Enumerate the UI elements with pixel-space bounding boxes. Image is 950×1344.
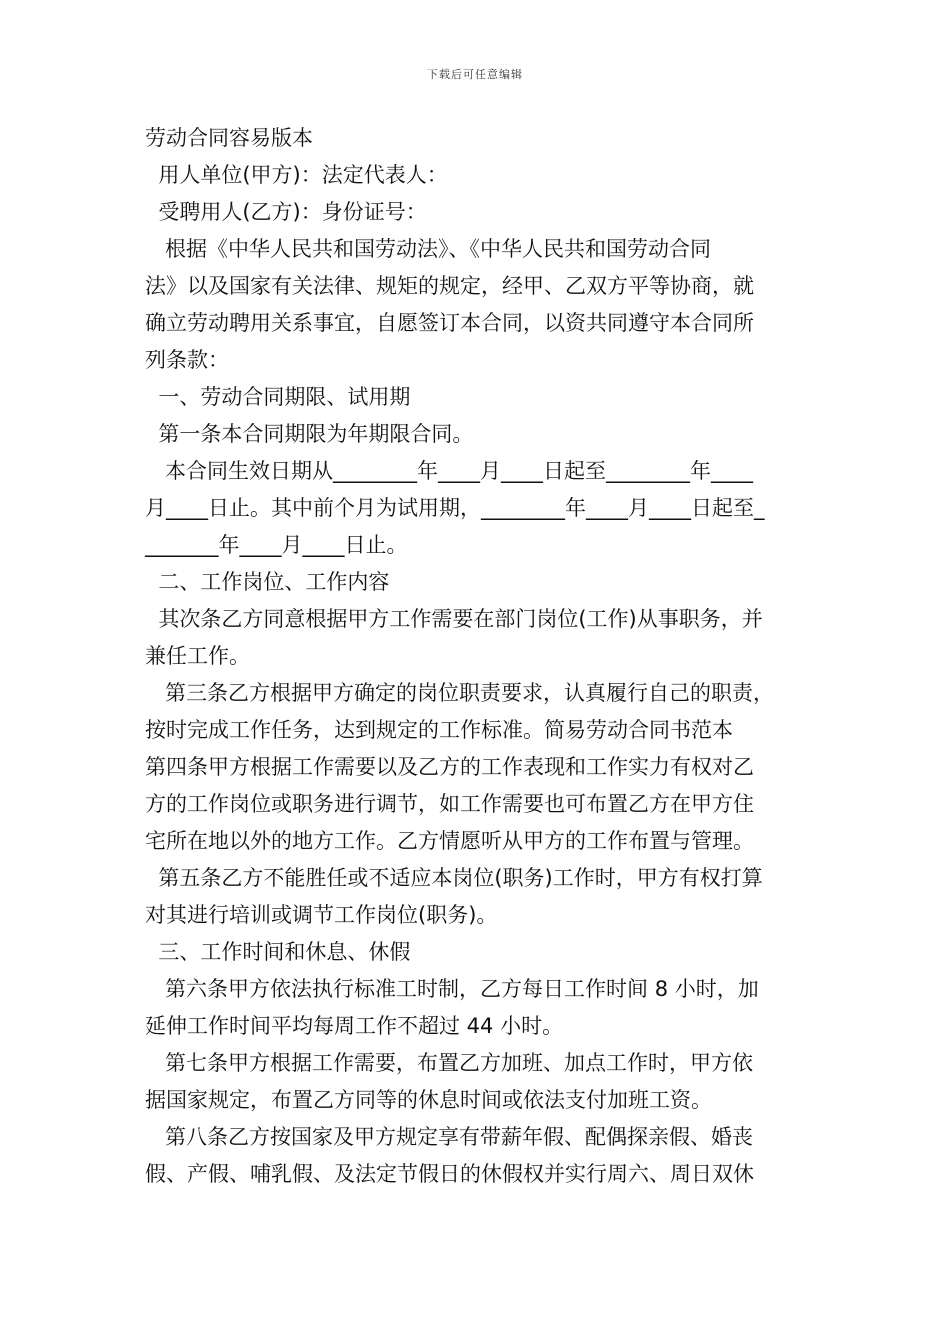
section-heading: 三、工作时间和休息、休假 [145,940,411,964]
document-body [145,120,810,1193]
section-heading: 一、劳动合同期限、试用期 [145,385,411,409]
text-line: 确立劳动聘用关系事宜，自愿签订本合同，以资共同遵守本合同所 [145,311,754,335]
text-line: 延伸工作时间平均每周工作不超过 44 小时。 [145,1014,564,1038]
header-note: 下载后可任意编辑 [427,68,523,81]
text-line: 第八条乙方按国家及甲方规定享有带薪年假、配偶探亲假、婚丧 [145,1125,754,1149]
text-line: 宅所在地以外的地方工作。乙方情愿听从甲方的工作布置与管理。 [145,829,754,853]
text-line: 第四条甲方根据工作需要以及乙方的工作表现和工作实力有权对乙 [145,755,754,779]
text-line: 按时完成工作任务，达到规定的工作标准。简易劳动合同书范本 [145,718,733,742]
text-line: 第三条乙方根据甲方确定的岗位职责要求，认真履行自己的职责， [145,681,775,705]
text-line: 用人单位(甲方)：法定代表人： [145,163,448,187]
text-line: 假、产假、哺乳假、及法定节假日的休假权并实行周六、周日双休 [145,1162,754,1186]
text-line: _______年____月____日止。 [145,533,408,557]
text-line: 第五条乙方不能胜任或不适应本岗位(职务)工作时，甲方有权打算 [145,866,763,890]
text-line: 本合同生效日期从________年____月____日起至________年____ [145,459,754,483]
text-line: 据国家规定，布置乙方同等的休息时间或依法支付加班工资。 [145,1088,712,1112]
text-line: 月____日止。其中前个月为试用期，________年____月____日起至_ [145,496,765,520]
text-line: 方的工作岗位或职务进行调节，如工作需要也可布置乙方在甲方住 [145,792,754,816]
text-line: 第七条甲方根据工作需要，布置乙方加班、加点工作时，甲方依 [145,1051,754,1075]
text-line: 受聘用人(乙方)：身份证号： [145,200,427,224]
text-line: 第一条本合同期限为年期限合同。 [145,422,474,446]
text-line: 其次条乙方同意根据甲方工作需要在部门岗位(工作)从事职务，并 [145,607,763,631]
text-line: 兼任工作。 [145,644,250,668]
text-line: 第六条甲方依法执行标准工时制，乙方每日工作时间 8 小时，加 [145,977,759,1001]
text-line: 列条款： [145,348,229,372]
text-line: 对其进行培训或调节工作岗位(职务)。 [145,903,498,927]
text-line: 法》以及国家有关法律、规矩的规定，经甲、乙双方平等协商，就 [145,274,754,298]
section-heading: 二、工作岗位、工作内容 [145,570,390,594]
text-line: 根据《中华人民共和国劳动法》、《中华人民共和国劳动合同 [145,237,712,261]
document-title: 劳动合同容易版本 [145,126,313,150]
